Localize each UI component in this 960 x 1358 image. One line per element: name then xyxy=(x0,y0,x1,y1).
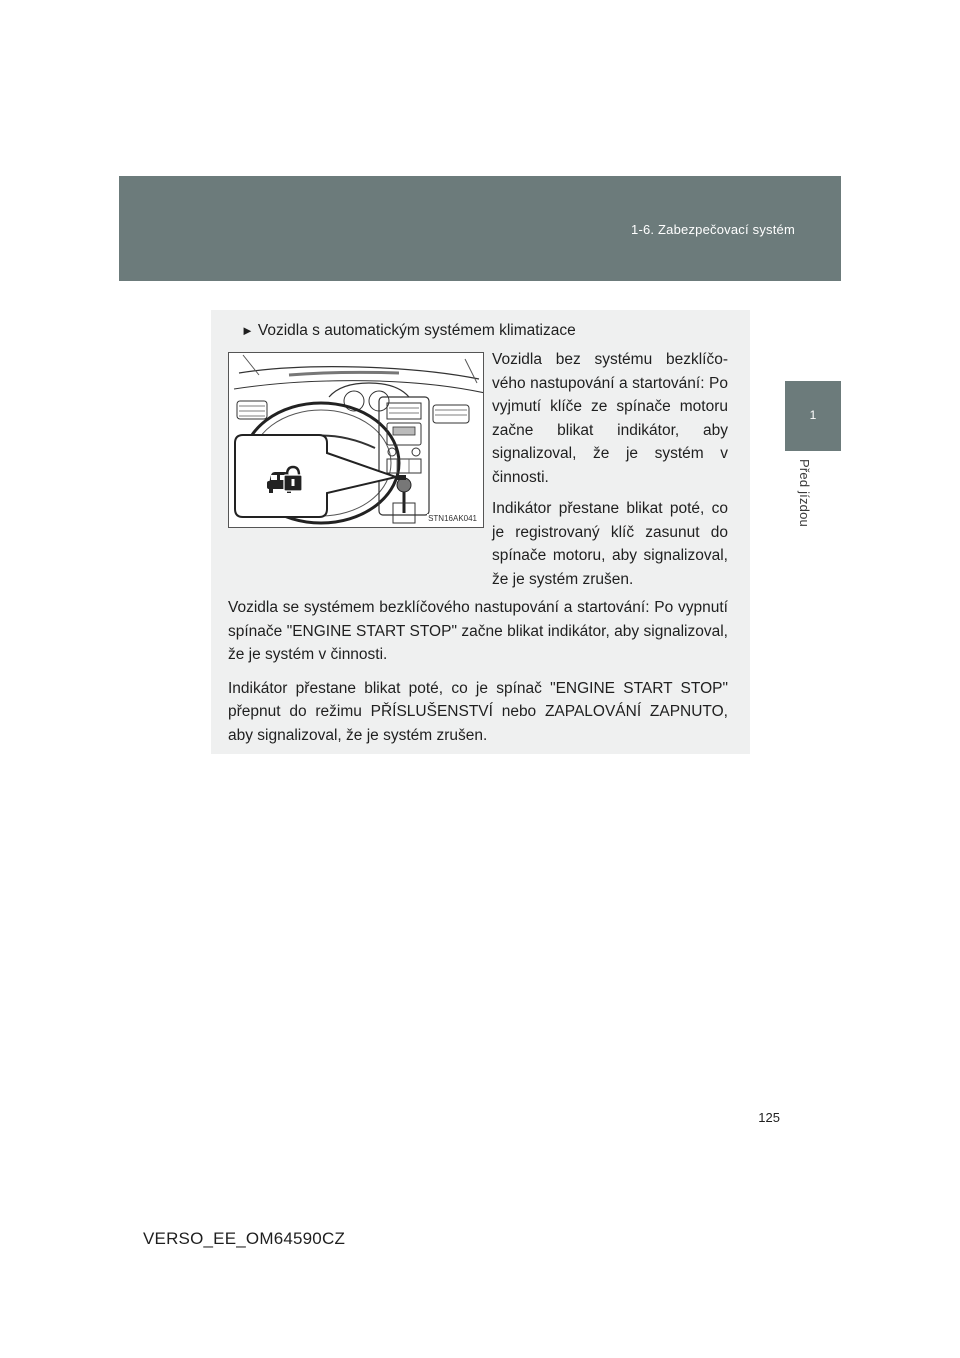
header-band xyxy=(119,176,841,281)
paragraph-cancel-with-key: Indikátor přestane blikat poté, co je registrovaný klíč zasunut do spínače motoru, aby signalizoval, že je systém zrušen. xyxy=(492,500,728,588)
section-title: 1-6. Zabezpečovací systém xyxy=(631,222,795,237)
dashboard-figure xyxy=(228,352,484,528)
subheading xyxy=(241,322,576,340)
chapter-label: Před jízdou xyxy=(797,459,812,527)
figure-code: STN16AK041 xyxy=(428,514,477,523)
chapter-tab xyxy=(785,381,841,451)
triangle-right-icon: ► xyxy=(241,323,254,338)
dashboard-illustration xyxy=(229,353,484,528)
paragraph-with-smart-entry: Vozidla se systémem bezklíčového nastupování a startování: Po vypnutí spínače "ENGINE START STOP" začne blikat indikátor, aby signalizoval, že je systém v činnosti. xyxy=(228,599,728,663)
full-width-text xyxy=(228,596,728,757)
content-box xyxy=(211,310,750,754)
paragraph-without-smart-entry: Vozidla bez systému bezklíčového nastupování a startování: Po vyjmutí klíče ze spínače motoru začne blikat indikátor, aby signalizoval, že je systém v činnosti. xyxy=(492,351,728,486)
page-number: 125 xyxy=(758,1110,780,1125)
document-code: VERSO_EE_OM64590CZ xyxy=(143,1229,346,1248)
right-column xyxy=(492,348,728,599)
chapter-number: 1 xyxy=(809,408,817,422)
subheading-text: Vozidla s automatickým systémem klimatizace xyxy=(257,322,576,339)
paragraph-cancel-engine-switch: Indikátor přestane blikat poté, co je spínač "ENGINE START STOP" přepnut do režimu PŘÍSLUŠENSTVÍ nebo ZAPALOVÁNÍ ZAPNUTO, aby signalizoval, že je systém zrušen. xyxy=(228,679,728,744)
